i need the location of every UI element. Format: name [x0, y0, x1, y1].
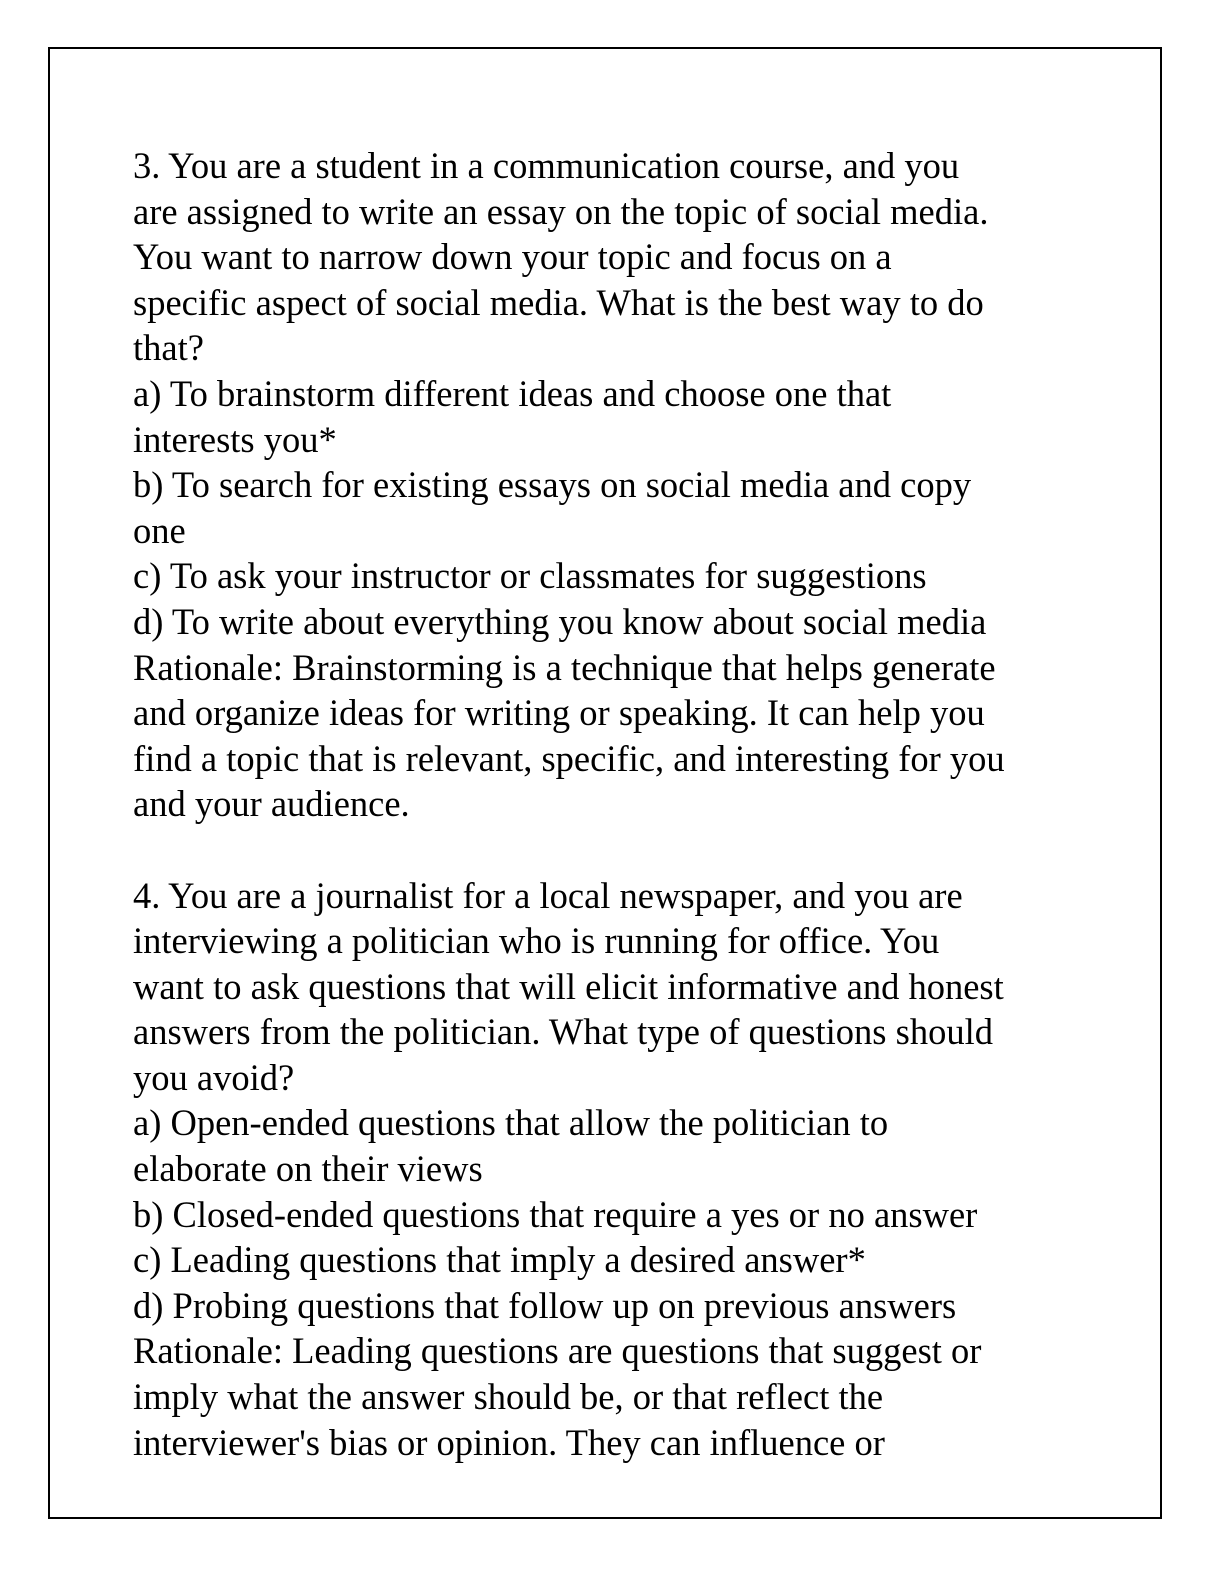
option-b-line: one [133, 509, 186, 551]
question-4-line: want to ask questions that will elicit informative and honest [133, 965, 1004, 1007]
option-a-line: interests you* [133, 418, 337, 460]
question-block-4 [133, 873, 1113, 1466]
rationale-line: interviewer's bias or opinion. They can influence or [133, 1421, 885, 1463]
question-4-line: answers from the politician. What type of questions should [133, 1011, 993, 1053]
option-a-line: a) To brainstorm different ideas and choose one that [133, 372, 892, 414]
question-3-line: specific aspect of social media. What is the best way to do [133, 281, 984, 323]
rationale-line: and organize ideas for writing or speaking. It can help you [133, 692, 985, 734]
document-body [133, 143, 1113, 1465]
rationale-line: Rationale: Leading questions are questions that suggest or [133, 1330, 982, 1372]
option-a-line: elaborate on their views [133, 1148, 483, 1190]
question-3-line: You want to narrow down your topic and focus on a [133, 236, 892, 278]
option-b-line: b) To search for existing essays on social media and copy [133, 464, 972, 506]
question-block-3 [133, 143, 1113, 827]
question-4-line: you avoid? [133, 1056, 295, 1098]
question-3-line: 3. You are a student in a communication course, and you [133, 145, 960, 186]
rationale-line: and your audience. [133, 783, 410, 825]
rationale-line: find a topic that is relevant, specific, and interesting for you [133, 737, 1005, 779]
rationale-line: imply what the answer should be, or that reflect the [133, 1376, 884, 1418]
option-a-line: a) Open-ended questions that allow the politician to [133, 1102, 889, 1144]
option-b-line: b) Closed-ended questions that require a yes or no answer [133, 1193, 978, 1235]
question-3-line: that? [133, 327, 204, 369]
paragraph-gap [133, 827, 1113, 873]
option-d-line: d) To write about everything you know about social media [133, 600, 987, 642]
option-d-line: d) Probing questions that follow up on previous answers [133, 1284, 957, 1326]
question-3-line: are assigned to write an essay on the topic of social media. [133, 190, 989, 232]
option-c-line: c) To ask your instructor or classmates for suggestions [133, 555, 927, 597]
question-4-line: 4. You are a journalist for a local newspaper, and you are [133, 874, 963, 916]
rationale-line: Rationale: Brainstorming is a technique that helps generate [133, 646, 996, 688]
question-4-line: interviewing a politician who is running for office. You [133, 920, 940, 962]
option-c-line: c) Leading questions that imply a desired answer* [133, 1239, 866, 1281]
